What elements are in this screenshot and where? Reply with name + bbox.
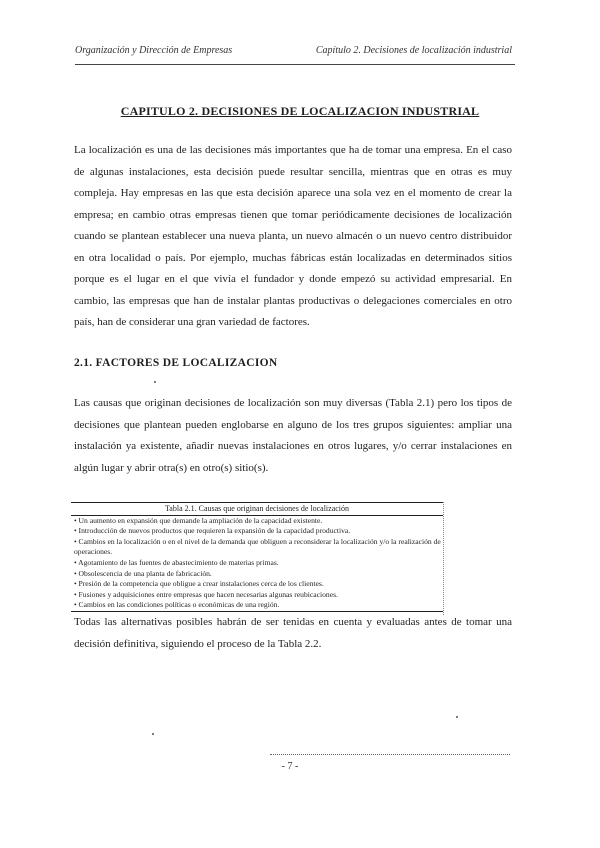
table-row: • Introducción de nuevos productos que requieren la expansión de la capacidad productiva. xyxy=(74,526,351,536)
scan-speck xyxy=(456,716,458,718)
closing-paragraph: Todas las alternativas posibles habrán de ser tenidas en cuenta y evaluadas antes de tomar una decisión definitiva, siguiendo el proceso de la Tabla 2.2. xyxy=(74,616,512,650)
section-paragraph: Las causas que originan decisiones de localización son muy diversas (Tabla 2.1) pero los tipos de decisiones que plantean pueden englobarse en alguno de los tres grupos siguientes: ampliar una instalación ya existente, añadir nuevas instalaciones en otros lugares, y/o cerrar instalaciones en algún lugar y abrir otra(s) en otro(s) sitio(s). xyxy=(74,397,512,474)
intro-paragraph: La localización es una de las decisiones más importantes que ha de tomar una empresa. En el caso de algunas instalaciones, esta decisión puede resultar sencilla, mientras que en otras es muy compleja. Hay empresas en las que esta decisión aparece una sola vez en el momento de crear la empresa; en cambio otras empresas tienen que tomar periódicamente decisiones de localización cuando se plantean establecer una nueva planta, un nuevo almacén o un nuevo centro distribuidor en otra localidad o país. Por ejemplo, muchas fábricas están localizadas en determinados sitios porque es el lugar en el que vivía el fundador y donde empezó su actividad empresarial. En cambio, las empresas que han de instalar plantas productivas o delegaciones comerciales en otro país, han de considerar una gran variedad de factores. xyxy=(74,144,512,328)
chapter-title: CAPITULO 2. DECISIONES DE LOCALIZACION INDUSTRIAL xyxy=(120,104,480,118)
scan-speck xyxy=(152,733,154,735)
header-divider xyxy=(75,64,515,65)
table-side-border xyxy=(443,502,445,615)
table-row: • Cambios en las condiciones políticas o económicas de una región. xyxy=(74,600,280,610)
table-row: • Cambios en la localización o en el nivel de la demanda que obliguen a reconsiderar la localización y/o la realización de operaciones. xyxy=(74,536,441,557)
table-caption: Tabla 2.1. Causas que originan decisiones de localización xyxy=(71,503,443,516)
page-number: - 7 - xyxy=(281,761,299,772)
table-row: • Fusiones y adquisiciones entre empresas que hacen necesarias algunas reubicaciones. xyxy=(74,589,338,599)
table-row: • Agotamiento de las fuentes de abastecimiento de materias primas. xyxy=(74,557,279,567)
table-rows xyxy=(71,516,443,611)
section-title: 2.1. FACTORES DE LOCALIZACION xyxy=(74,357,278,369)
table-row: • Presión de la competencia que obligue a crear instalaciones cerca de los clientes. xyxy=(74,579,324,589)
scan-speck xyxy=(154,381,156,383)
running-header-left: Organización y Dirección de Empresas xyxy=(75,45,233,56)
table-row: • Obsolescencia de una planta de fabricación. xyxy=(74,568,212,578)
running-header-right: Capítulo 2. Decisiones de localización industrial xyxy=(315,45,512,56)
footer-divider xyxy=(270,754,510,755)
causes-table xyxy=(71,502,443,612)
table-row: • Un aumento en expansión que demande la ampliación de la capacidad existente. xyxy=(74,515,323,525)
